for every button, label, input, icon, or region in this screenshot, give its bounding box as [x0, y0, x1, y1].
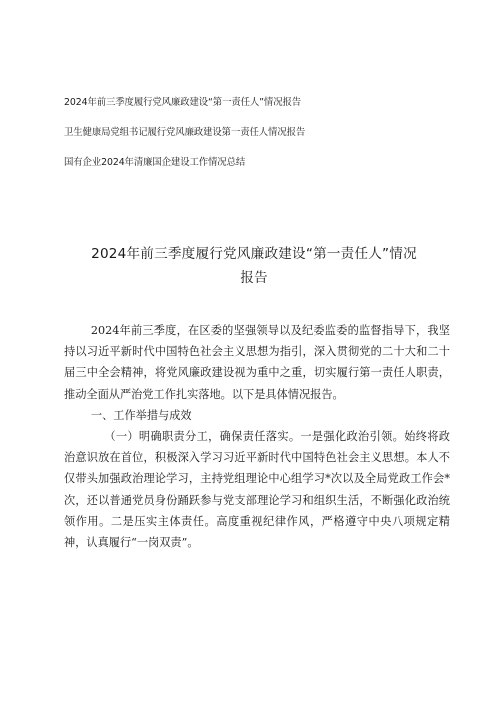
subsection-paragraph: （一）明确职责分工，确保责任落实。一是强化政治引领。始终将政治意识放在首位，积极深入学习习近平新时代中国特色社会主义思想。本人不仅带头加强政治理论学习，主持党组理论中心组学习*次以及全局党政工作会*次，还以普通党员身份踊跃参与党支部理论学习和组织生活，不断强化政治统领作用。二是压实主体责任。高度重视纪律作风，严格遵守中央八项规定精神，认真履行“一岗双责”。 [64, 430, 450, 550]
document-body [64, 320, 450, 553]
document-title-line-1: 2024年前三季度履行党风廉政建设“第一责任人”情况 [91, 246, 417, 262]
document-title-line-2: 报告 [240, 270, 268, 286]
section-heading: 一、工作举措与成效 [90, 408, 192, 422]
table-of-contents [64, 96, 464, 186]
toc-item-1[interactable]: 2024年前三季度履行党风廉政建设“第一责任人”情况报告 [64, 97, 302, 108]
document-title [56, 242, 452, 290]
toc-item-3[interactable]: 国有企业2024年清廉国企建设工作情况总结 [64, 157, 246, 168]
toc-item-2[interactable]: 卫生健康局党组书记履行党风廉政建设第一责任人情况报告 [64, 127, 306, 138]
intro-paragraph: 2024年前三季度，在区委的坚强领导以及纪委监委的监督指导下，我坚持以习近平新时代中国特色社会主义思想为指引，深入贯彻党的二十大和二十届三中全会精神，将党风廉政建设视为重中之重，切实履行第一责任人职责，推动全面从严治党工作扎实落地。以下是具体情况报告。 [64, 324, 450, 401]
